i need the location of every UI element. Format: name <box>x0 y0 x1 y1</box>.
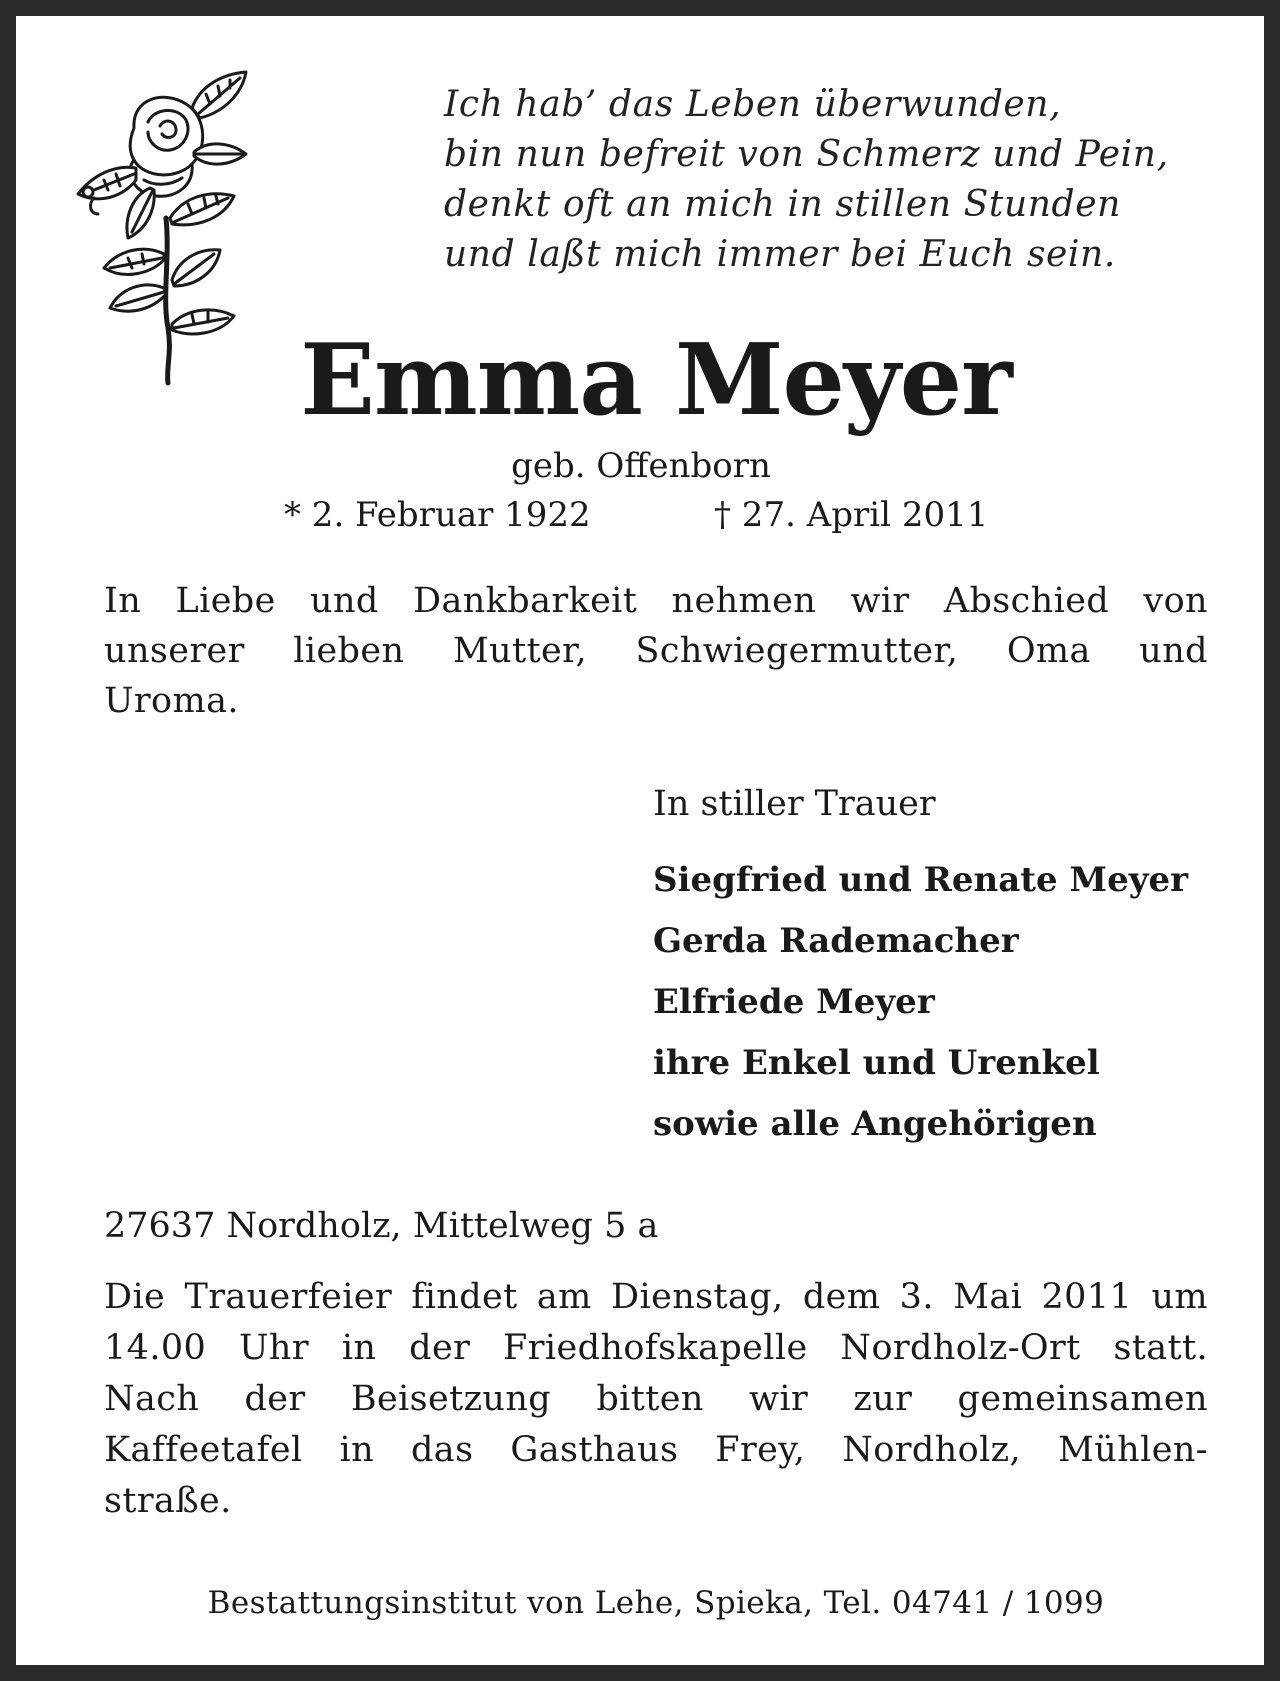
mourner: Gerda Rademacher <box>653 921 1019 961</box>
poem <box>444 80 1224 280</box>
mourning-label: In stiller Trauer <box>653 784 936 824</box>
intro-line: Uroma. <box>104 681 239 721</box>
deceased-name: Emma Meyer <box>300 323 1012 438</box>
ceremony-line: straße. <box>104 1481 232 1521</box>
ceremony-line: Kaffeetafel in das Gasthaus Frey, Nordholz, Mühlen- <box>104 1430 1208 1470</box>
poem-line: und laßt mich immer bei Euch sein. <box>444 234 1116 275</box>
poem-line: Ich hab’ das Leben überwunden, <box>444 84 1062 125</box>
mourner: Siegfried und Renate Meyer <box>653 860 1189 900</box>
mourner: sowie alle Angehörigen <box>653 1104 1097 1144</box>
poem-line: denkt oft an mich in stillen Stunden <box>444 184 1121 225</box>
death-date: † 27. April 2011 <box>714 495 989 535</box>
birth-date: * 2. Februar 1922 <box>284 495 591 535</box>
ceremony-line: Die Trauerfeier findet am Dienstag, dem 3. Mai 2011 um <box>104 1277 1208 1317</box>
intro-line: In Liebe und Dankbarkeit nehmen wir Abschied von <box>104 581 1208 621</box>
intro-line: unserer lieben Mutter, Schwiegermutter, Oma und <box>104 631 1208 671</box>
poem-line: bin nun befreit von Schmerz und Pein, <box>444 134 1169 175</box>
mourners-list <box>653 850 1233 1155</box>
ceremony-line: Nach der Beisetzung bitten wir zur gemeinsamen <box>104 1379 1208 1419</box>
mourner: Elfriede Meyer <box>653 982 935 1022</box>
intro-text <box>104 576 1208 726</box>
undertaker-info: Bestattungsinstitut von Lehe, Spieka, Tel. 04741 / 1099 <box>207 1585 1105 1621</box>
maiden-name: geb. Offenborn <box>511 446 771 486</box>
ceremony-text <box>104 1272 1208 1527</box>
mourner: ihre Enkel und Urenkel <box>653 1043 1100 1083</box>
address: 27637 Nordholz, Mittelweg 5 a <box>104 1206 659 1246</box>
maiden-name-row <box>16 444 1280 488</box>
ceremony-line: 14.00 Uhr in der Friedhofskapelle Nordholz-Ort statt. <box>104 1328 1208 1368</box>
